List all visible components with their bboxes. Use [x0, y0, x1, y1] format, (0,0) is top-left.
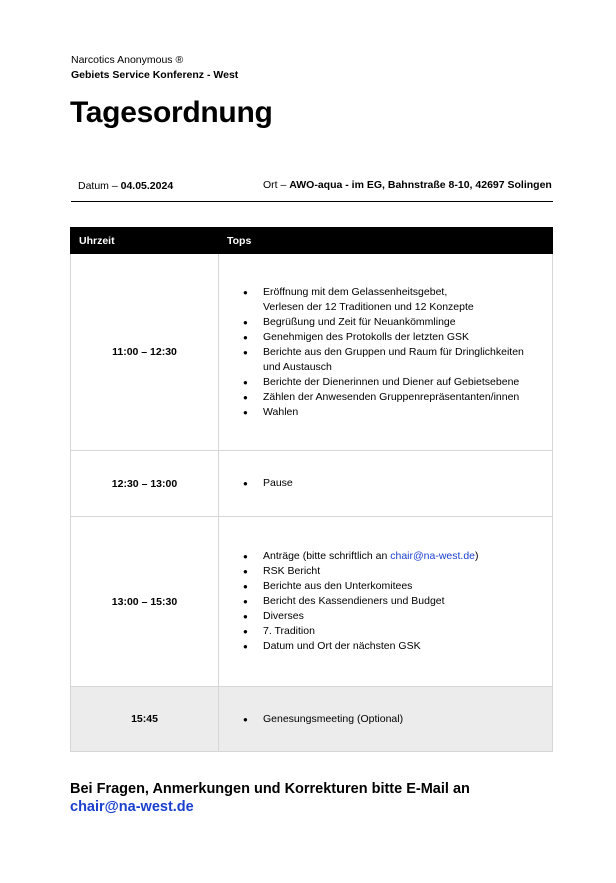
organization-name: Narcotics Anonymous ® — [71, 54, 184, 66]
contact-footer — [70, 780, 470, 816]
agenda-time: 12:30 – 13:00 — [71, 451, 219, 517]
location-label: Ort – — [263, 179, 287, 191]
agenda-topics — [219, 687, 553, 752]
date-label: Datum – — [78, 180, 118, 192]
topic-item: ● Anträge (bitte schriftlich an chair@na-west.de) — [243, 549, 532, 564]
topic-item: ● RSK Bericht — [243, 564, 532, 579]
page-title: Tagesordnung — [70, 96, 273, 129]
footer-email-link[interactable]: chair@na-west.de — [70, 799, 194, 815]
agenda-row — [71, 687, 553, 752]
agenda-time: 11:00 – 12:30 — [71, 254, 219, 451]
organization-header — [71, 53, 238, 83]
topic-item: ● Datum und Ort der nächsten GSK — [243, 639, 532, 654]
topic-item-continuation: Verlesen der 12 Traditionen und 12 Konzepte — [263, 300, 474, 313]
topic-item: ● Wahlen — [243, 405, 532, 420]
contact-text: Bei Fragen, Anmerkungen und Korrekturen bitte E-Mail an — [70, 781, 470, 797]
agenda-time: 13:00 – 15:30 — [71, 517, 219, 687]
agenda-time: 15:45 — [71, 687, 219, 752]
topic-item: ● Pause — [243, 476, 532, 491]
topic-list — [243, 476, 532, 491]
topic-item: ● Berichte aus den Unterkomitees — [243, 579, 532, 594]
topic-item: ● Zählen der Anwesenden Gruppenrepräsentanten/innen — [243, 390, 532, 405]
column-header-tops: Tops — [219, 228, 553, 254]
agenda-row — [71, 254, 553, 451]
topic-list — [243, 712, 532, 727]
topic-item: ● Genesungsmeeting (Optional) — [243, 712, 532, 727]
topic-item: ● Berichte der Dienerinnen und Diener auf Gebietsebene — [243, 375, 532, 390]
topic-item: ● Eröffnung mit dem Gelassenheitsgebet, Verlesen der 12 Traditionen und 12 Konzepte — [243, 285, 532, 315]
location-value: AWO-aqua - im EG, Bahnstraße 8-10, 42697 Solingen — [289, 179, 552, 191]
agenda-table — [70, 227, 553, 752]
topic-item: ● 7. Tradition — [243, 624, 532, 639]
meeting-meta — [71, 172, 553, 202]
topic-item: ● Diverses — [243, 609, 532, 624]
date-value: 04.05.2024 — [120, 180, 174, 192]
agenda-header-row — [71, 228, 553, 254]
agenda-row — [71, 451, 553, 517]
topic-list — [243, 549, 532, 654]
committee-name: Gebiets Service Konferenz - West — [71, 69, 239, 81]
meeting-date — [78, 180, 173, 192]
meeting-location — [263, 179, 552, 191]
topic-item: ● Begrüßung und Zeit für Neuankömmlinge — [243, 315, 532, 330]
agenda-topics — [219, 517, 553, 687]
chair-email-link[interactable]: chair@na-west.de — [390, 550, 476, 562]
topic-list — [243, 285, 532, 420]
topic-item: ● Berichte aus den Gruppen und Raum für Dringlichkeiten und Austausch — [243, 345, 532, 375]
agenda-topics — [219, 451, 553, 517]
agenda-row — [71, 517, 553, 687]
column-header-time: Uhrzeit — [71, 228, 219, 254]
topic-item: ● Bericht des Kassendieners und Budget — [243, 594, 532, 609]
topic-item: ● Genehmigen des Protokolls der letzten GSK — [243, 330, 532, 345]
agenda-topics — [219, 254, 553, 451]
